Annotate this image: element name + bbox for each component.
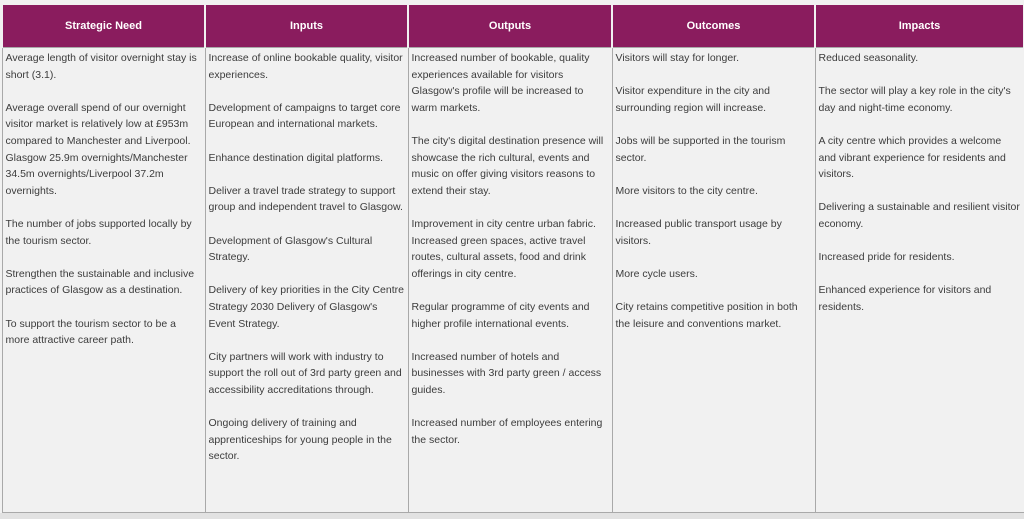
impacts-entry: The sector will play a key role in the city's day and night-time economy. — [818, 85, 1011, 114]
strategic-need-entry: To support the tourism sector to be a more attractive career path. — [5, 317, 176, 347]
impacts-entry: A city centre which provides a welcome and vibrant experience for residents and visitors. — [818, 134, 1006, 181]
outputs-entry: Increased number of bookable, quality experiences available for visitors Glasgow's profile will be increased to warm markets. — [411, 52, 590, 114]
inputs-entry: Enhance destination digital platforms. — [208, 151, 384, 164]
strategic-need-entry: Average overall spend of our overnight visitor market is relatively low at £953m compared to Manchester and Liverpool. Glasgow 25.9m overnights/Manchester 34.5m overnights/Liverpool 37.2m overnights. — [5, 101, 191, 197]
impacts-entry: Increased pride for residents. — [818, 251, 955, 264]
header-strategic-need: Strategic Need — [2, 5, 205, 48]
outcomes-entry: Jobs will be supported in the tourism sector. — [615, 134, 786, 164]
inputs-entry: Development of campaigns to target core European and international markets. — [208, 101, 401, 131]
inputs-cell — [205, 48, 408, 513]
outcomes-entry: More cycle users. — [615, 267, 698, 280]
outcomes-cell — [612, 48, 815, 513]
outcomes-entry: Visitors will stay for longer. — [615, 52, 740, 64]
strategic-need-entry: The number of jobs supported locally by the tourism sector. — [5, 217, 192, 247]
logic-model-table — [1, 5, 1024, 513]
header-inputs: Inputs — [205, 5, 408, 48]
bottom-bar — [0, 513, 1024, 519]
inputs-entry: Ongoing delivery of training and apprenticeships for young people in the sector. — [208, 417, 392, 463]
inputs-entry: Increase of online bookable quality, visitor experiences. — [208, 52, 403, 81]
strategic-need-cell — [2, 48, 205, 513]
outcomes-entry: Increased public transport usage by visitors. — [615, 217, 782, 247]
header-row — [2, 5, 1024, 48]
impacts-entry: Enhanced experience for visitors and residents. — [818, 284, 992, 313]
impacts-entry: Reduced seasonality. — [818, 52, 919, 64]
inputs-entry: Deliver a travel trade strategy to support group and independent travel to Glasgow. — [208, 184, 403, 214]
header-outputs: Outputs — [408, 5, 612, 48]
outputs-entry: Improvement in city centre urban fabric. Increased green spaces, active travel routes, cultural assets, food and drink offerings in city centre. — [411, 217, 596, 280]
outputs-entry: The city's digital destination presence will showcase the rich cultural, events and music on offer giving visitors reasons to extend their stay. — [411, 134, 604, 197]
inputs-entry: Development of Glasgow's Cultural Strategy. — [208, 234, 373, 264]
outcomes-entry: More visitors to the city centre. — [615, 184, 758, 197]
header-impacts: Impacts — [815, 5, 1024, 48]
outcomes-entry: Visitor expenditure in the city and surrounding region will increase. — [615, 85, 770, 114]
strategic-need-entry: Average length of visitor overnight stay is short (3.1). — [5, 52, 197, 81]
outputs-entry: Regular programme of city events and higher profile international events. — [411, 300, 590, 330]
body-row — [2, 48, 1024, 513]
outputs-entry: Increased number of employees entering the sector. — [411, 417, 603, 446]
outputs-entry: Increased number of hotels and businesses with 3rd party green / access guides. — [411, 350, 602, 396]
outputs-cell — [408, 48, 612, 513]
outcomes-entry: City retains competitive position in both the leisure and conventions market. — [615, 300, 798, 330]
inputs-entry: Delivery of key priorities in the City Centre Strategy 2030 Delivery of Glasgow's Event Strategy. — [208, 284, 404, 330]
inputs-entry: City partners will work with industry to support the roll out of 3rd party green and accessibility accreditations through. — [208, 350, 402, 396]
impacts-cell — [815, 48, 1024, 513]
impacts-entry: Delivering a sustainable and resilient visitor economy. — [818, 201, 1020, 230]
header-outcomes: Outcomes — [612, 5, 815, 48]
strategic-need-entry: Strengthen the sustainable and inclusive practices of Glasgow as a destination. — [5, 267, 195, 297]
